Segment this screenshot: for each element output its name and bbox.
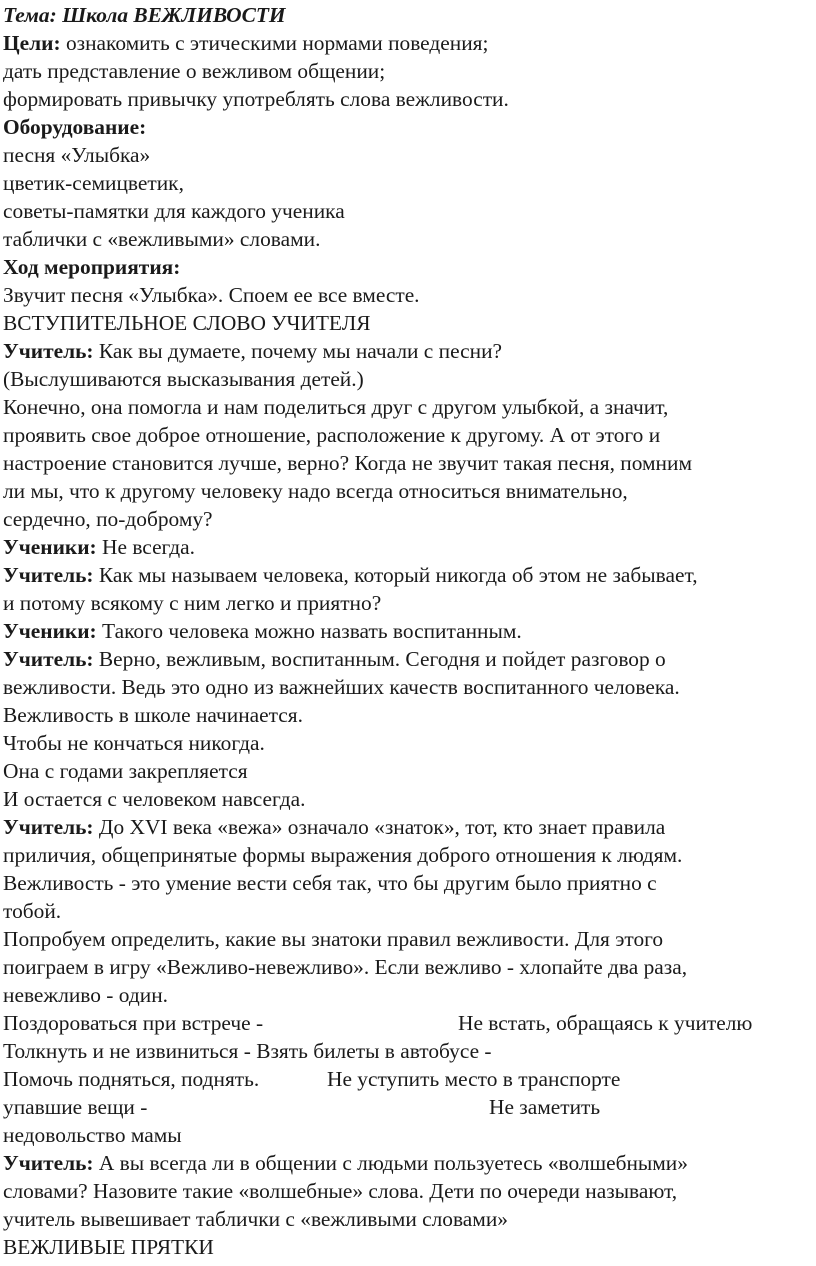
dialog-line <box>3 561 816 589</box>
paragraph-line: Попробуем определить, какие вы знатоки правил вежливости. Для этого <box>3 927 664 951</box>
paragraph-line: приличия, общепринятые формы выражения доброго отношения к людям. <box>3 843 683 867</box>
paragraph-line: вежливости. Ведь это одно из важнейших качеств воспитанного человека. <box>3 675 680 699</box>
paragraph-line: Конечно, она помогла и нам поделиться друг с другом улыбкой, а значит, <box>3 395 669 419</box>
poem-line: Чтобы не кончаться никогда. <box>3 731 265 755</box>
dialog-text: А вы всегда ли в общении с людьми пользуетесь «волшебными» <box>98 1151 688 1175</box>
situation-text: Поздороваться при встрече - <box>3 1011 264 1035</box>
dialog-text: До XVI века «вежа» означало «знаток», тот, кто знает правила <box>98 815 666 839</box>
speaker-teacher: Учитель: <box>3 1151 94 1175</box>
paragraph-line: тобой. <box>3 899 62 923</box>
equipment-label: Оборудование: <box>3 115 147 139</box>
dialog-text: Как вы думаете, почему мы начали с песни? <box>98 339 503 363</box>
situation-text: Не уступить место в транспорте <box>327 1067 621 1091</box>
topic-title: Школа ВЕЖЛИВОСТИ <box>62 3 286 27</box>
section-heading: ВСТУПИТЕЛЬНОЕ СЛОВО УЧИТЕЛЯ <box>3 311 371 335</box>
topic-label: Тема: <box>3 3 57 27</box>
paragraph-line: учитель вывешивает таблички с «вежливыми словами» <box>3 1207 508 1231</box>
dialog-text: Такого человека можно назвать воспитанным. <box>102 619 522 643</box>
paragraph-line: настроение становится лучше, верно? Когда не звучит такая песня, помним <box>3 451 692 475</box>
dialog-line <box>3 617 816 645</box>
speaker-students: Ученики: <box>3 535 97 559</box>
dialog-line <box>3 337 816 365</box>
event-label: Ход мероприятия: <box>3 255 181 279</box>
dialog-line <box>3 813 816 841</box>
equipment-item: песня «Улыбка» <box>3 143 151 167</box>
dialog-line <box>3 1149 816 1177</box>
paragraph-line: сердечно, по-доброму? <box>3 507 213 531</box>
paragraph-line: поиграем в игру «Вежливо-невежливо». Если вежливо - хлопайте два раза, <box>3 955 688 979</box>
dialog-line <box>3 645 816 673</box>
situation-row <box>3 1009 816 1037</box>
equipment-item: советы-памятки для каждого ученика <box>3 199 345 223</box>
goals-line <box>3 29 816 57</box>
situation-row: Толкнуть и не извиниться - Взять билеты в автобусе - <box>3 1039 492 1063</box>
speaker-teacher: Учитель: <box>3 815 94 839</box>
situation-text: Не заметить <box>489 1095 601 1119</box>
section-heading: ВЕЖЛИВЫЕ ПРЯТКИ <box>3 1235 214 1259</box>
situation-text: Не встать, обращаясь к учителю <box>458 1011 753 1035</box>
situation-text: Помочь подняться, поднять. <box>3 1067 260 1091</box>
paragraph-line: ли мы, что к другому человеку надо всегда относиться внимательно, <box>3 479 628 503</box>
situation-row <box>3 1093 816 1121</box>
speaker-teacher: Учитель: <box>3 647 94 671</box>
poem-line: И остается с человеком навсегда. <box>3 787 306 811</box>
poem-line: Она с годами закрепляется <box>3 759 248 783</box>
dialog-text: Верно, вежливым, воспитанным. Сегодня и пойдет разговор о <box>98 647 666 671</box>
event-intro: Звучит песня «Улыбка». Споем ее все вместе. <box>3 283 420 307</box>
equipment-item: таблички с «вежливыми» словами. <box>3 227 321 251</box>
dialog-text: Не всегда. <box>102 535 195 559</box>
paragraph-line: невежливо - один. <box>3 983 168 1007</box>
equipment-item: цветик-семицветик, <box>3 171 184 195</box>
stage-remark: (Выслушиваются высказывания детей.) <box>3 367 364 391</box>
situation-text: упавшие вещи - <box>3 1095 148 1119</box>
speaker-students: Ученики: <box>3 619 97 643</box>
paragraph-line: словами? Назовите такие «волшебные» слова. Дети по очереди называют, <box>3 1179 678 1203</box>
paragraph-line: проявить свое доброе отношение, расположение к другому. А от этого и <box>3 423 661 447</box>
paragraph-line: Вежливость - это умение вести себя так, что бы другим было приятно с <box>3 871 657 895</box>
goal-text: ознакомить с этическими нормами поведения; <box>65 31 489 55</box>
goal-line: формировать привычку употреблять слова вежливости. <box>3 87 509 111</box>
poem-line: Вежливость в школе начинается. <box>3 703 303 727</box>
goal-line: дать представление о вежливом общении; <box>3 59 386 83</box>
situation-row <box>3 1065 816 1093</box>
dialog-line <box>3 533 816 561</box>
speaker-teacher: Учитель: <box>3 563 94 587</box>
topic-line <box>3 1 816 29</box>
paragraph-line: и потому всякому с ним легко и приятно? <box>3 591 382 615</box>
dialog-text: Как мы называем человека, который никогда об этом не забывает, <box>98 563 698 587</box>
goals-label: Цели: <box>3 31 61 55</box>
situation-row: недовольство мамы <box>3 1123 182 1147</box>
speaker-teacher: Учитель: <box>3 339 94 363</box>
